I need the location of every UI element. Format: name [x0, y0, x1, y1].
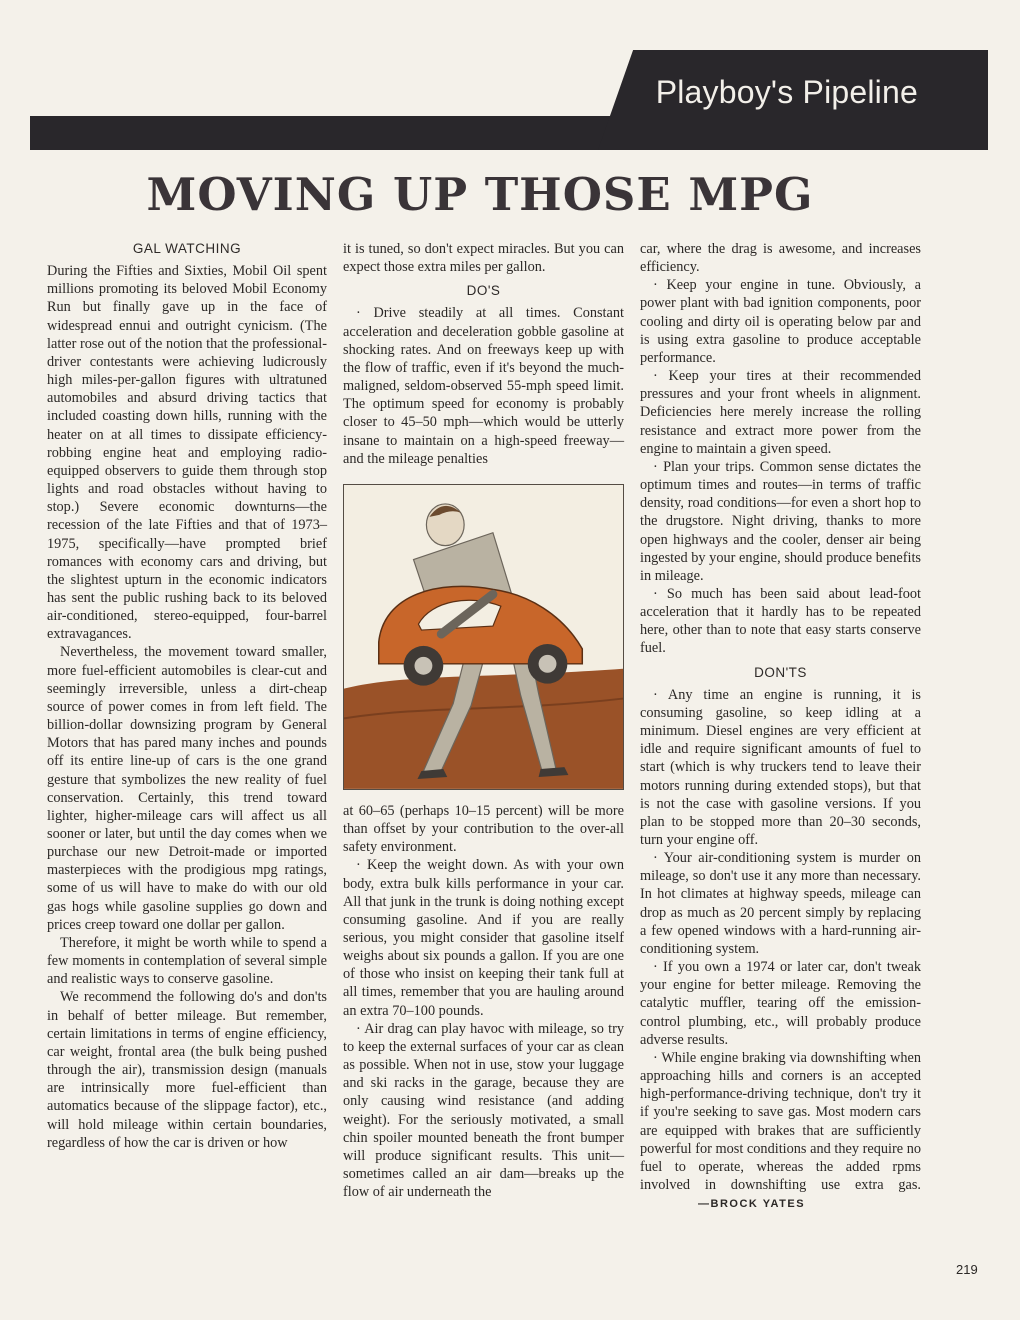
subhead-dos: DO'S — [466, 283, 501, 299]
illustration-man-carrying-car — [343, 484, 624, 790]
paragraph: · If you own a 1974 or later car, don't tweak your engine for better mileage. Removing the catalytic muffler, tearing off the emission-control plumbing, etc., will probably produce adverse results. — [640, 959, 921, 1048]
subhead-gal-watching: GAL WATCHING — [132, 241, 242, 256]
paragraph: · Air drag can play havoc with mileage, so try to keep the external surfaces of your car as clean as possible. When not in use, stow your luggage and ski racks in the garage, because they are only causing wind resistance (and adding weight). For the seriously motivated, a small chin spoiler mounted beneath the front bumper will produce significant results. This unit—sometimes called an air dam—breaks up the flow of air underneath the — [343, 1020, 624, 1201]
paragraph: at 60–65 (perhaps 10–15 percent) will be more than offset by your contribution to the over-all safety environment. — [343, 802, 624, 856]
subhead-donts: DON'TS — [754, 664, 807, 680]
article-headline: MOVING UP THOSE MPG — [146, 168, 814, 221]
paragraph: · Keep the weight down. As with your own body, extra bulk kills performance in your car. All that junk in the trunk is doing nothing except consuming gasoline. And if you are really serious, you might consider that gasoline itself weighs about six pounds a gallon. If you are one of those who insist on keeping their tank full at all times, remember that you are hauling around an extra 70–100 pounds. — [343, 857, 624, 1019]
paragraph: · Your air-conditioning system is murder on mileage, so don't use it any more than necessary. In hot climates at highway speeds, mileage can drop as much as 20 percent simply by replacing a few opened windows with a hard-running air-conditioning system. — [640, 850, 921, 957]
paragraph: · Plan your trips. Common sense dictates the optimum times and routes—in terms of traffic density, road conditions—for even a short hop to the drugstore. Night driving, thanks to more open highways and the cooler, denser air being ingested by your engine, should produce benefits in mileage. — [640, 458, 921, 584]
paragraph: During the Fifties and Sixties, Mobil Oil spent millions promoting its beloved Mobil Economy Run but finally gave up in the face of widespread ennui and outright cynicism. (The latter rose out of the notion that the professional-driver contestants were achieving ludicrously high miles-per-gallon figures with ultratuned automobiles and absurd driving tactics that included coasting down hills, running with the heater on at all times to dissipate efficiency-robbing engine heat and employing radio-equipped observers to guide them through stop lights and road obstacles without having to stop.) Severe economic downturns—the recession of the late Fifties and that of 1973–1975, specifically—have prompted brief romances with economy cars and driving, but the slightest upturn in the economic indicators has sent the public rushing back to its beloved air-conditioned, stereo-equipped, four-barrel extravagances. — [47, 263, 327, 643]
column-2 — [343, 240, 624, 1201]
paragraph-last — [640, 1049, 921, 1213]
paragraph: · Keep your tires at their recommended pressures and your front wheels in alignment. Deficiencies here merely increase the rolling resistance and extract more power from the engine to maintain a given speed. — [640, 368, 921, 457]
page-number: 219 — [956, 1262, 978, 1277]
paragraph: Therefore, it might be worth while to spend a few moments in contemplation of several simple and realistic ways to conserve gasoline. — [47, 934, 327, 988]
paragraph-text: · While engine braking via downshifting when approaching hills and corners is an accepted high-performance-driving technique, don't try it if you're seeking to save gas. Most modern cars are equipped with brakes that are sufficiently powerful for most conditions and they require no fuel to operate, whereas the added rpms involved in downshifting use extra gas. — [640, 1049, 921, 1193]
paragraph: · Keep your engine in tune. Obviously, a power plant with bad ignition components, poor cooling and dirty oil is operating below par and is using extra gasoline to produce acceptable performance. — [640, 277, 921, 366]
paragraph: it is tuned, so don't expect miracles. But you can expect those extra miles per gallon. — [343, 241, 624, 276]
section-title: Playboy's Pipeline — [655, 74, 918, 110]
paragraph: · Any time an engine is running, it is consuming gasoline, so keep idling at a minimum. Diesel engines are very efficient at idle and require significant amounts of fuel to start (which is why truckers tend to leave their motors running during extended stops), but that is not the case with gasoline versions. If you plan to be stopped more than 20–30 seconds, turn your engine off. — [640, 686, 921, 848]
author-signature: —BROCK YATES — [698, 1198, 806, 1211]
column-3 — [640, 240, 921, 1213]
paragraph: · Drive steadily at all times. Constant acceleration and deceleration gobble gasoline at shocking rates. And on freeways keep up with the flow of traffic, even if it's beyond the much-maligned, seldom-observed 55-mph speed limit. The optimum speed for economy is probably closer to 45–50 mph—which would be utterly insane to maintain on a high-speed freeway—and the mileage penalties — [343, 305, 624, 467]
paragraph: We recommend the following do's and don'ts in behalf of better mileage. But remember, certain limitations in terms of engine efficiency, car weight, frontal area (the bulk being pushed through the air), transmission design (manuals are intrinsically more fuel-efficient than automatics because of the slippage factor), etc., will hold mileage within certain boundaries, regardless of how the car is driven or how — [47, 989, 327, 1151]
paragraph: · So much has been said about lead-foot acceleration that it hardly has to be repeated here, other than to note that easy starts conserve fuel. — [640, 585, 921, 657]
column-1 — [47, 240, 327, 1152]
paragraph: Nevertheless, the movement toward smaller, more fuel-efficient automobiles is clear-cut and seemingly irreversible, unless a dirt-cheap source of power comes in from left field. The billion-dollar downsizing program by General Motors that has pared many inches and pounds off its entire line-up of cars is the one grand gesture that symbolizes the new reality of fuel conservation. Certainly, this trend toward lighter, higher-mileage cars will affect us all sooner or later, but until the day comes when we purchase our new Detroit-made or imported masterpieces with the prodigious mpg ratings, some of us will have to make do with our old gas hogs while gasoline supplies go down and prices creep toward one dollar per gallon. — [47, 644, 327, 933]
paragraph: car, where the drag is awesome, and increases efficiency. — [640, 241, 921, 276]
